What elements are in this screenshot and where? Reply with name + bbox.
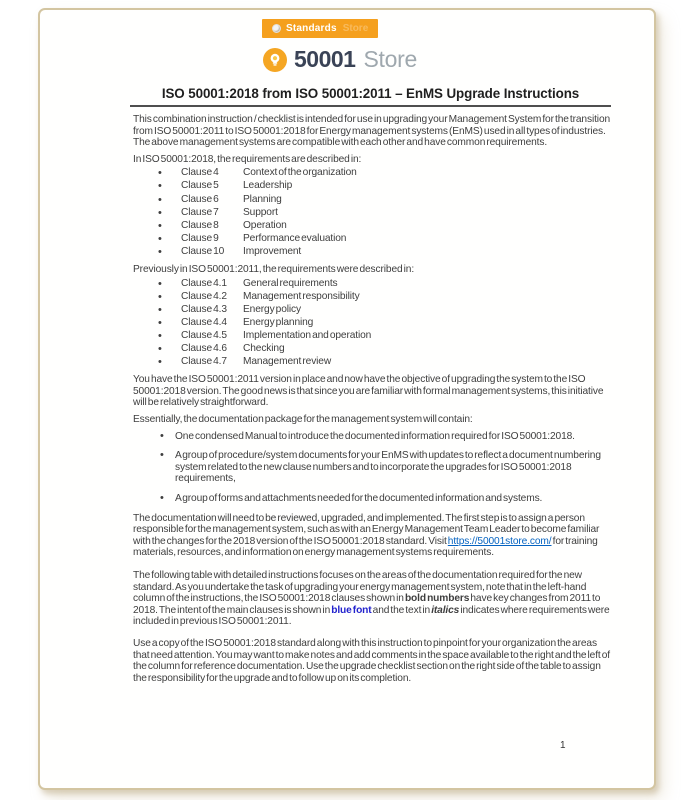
documentation-paragraph (133, 513, 611, 559)
clause-row (133, 220, 611, 233)
clause-row (133, 194, 611, 207)
clause-row (133, 304, 611, 317)
table-text: The following table with detailed instructions focuses on the areas of the documentation required for the new standard. As you undertake the task of upgrading your energy management system, note that in the left-hand column of the instructions, the ISO 50001:2018 clauses shown in (133, 570, 587, 605)
doc-package-item: • A group of forms and attachments needed for the documented information and systems. (133, 493, 611, 505)
clause-title: Context of the organization (243, 167, 357, 179)
clause-label: Clause 10 (181, 245, 225, 257)
clause-title: Planning (243, 193, 282, 205)
clause-title: Management review (243, 356, 332, 368)
clause-title: General requirements (243, 277, 338, 289)
clause-label: Clause 4.7 (181, 356, 227, 368)
clause-row (133, 233, 611, 246)
clause-label: Clause 6 (181, 193, 219, 205)
table-text: indicates where requirements were included in previous ISO 50001:2011. (133, 604, 610, 628)
lead-2011: Previously in ISO 50001:2011, the requirements were described in: (133, 264, 415, 276)
banner-brand-text: Standards (286, 23, 337, 34)
clause-title: Energy planning (243, 316, 314, 328)
clause-title: Implementation and operation (243, 330, 372, 341)
have-version-paragraph: You have the ISO 50001:2011 version in place and now have the objective of upgrading the system to the ISO 50001:2018 version. The good news is that since you are familiar with formal management systems, this initiative will be relatively straightforward. (133, 374, 604, 409)
clause-row (133, 207, 611, 220)
bullet-icon (158, 233, 181, 246)
document-page (38, 8, 656, 790)
essentially-paragraph: Essentially, the documentation package for the management system will contain: (133, 414, 473, 426)
clause-label: Clause 4.4 (181, 316, 227, 328)
clause-title: Energy policy (243, 303, 301, 315)
use-copy-paragraph: Use a copy of the ISO 50001:2018 standard along with this instruction to pinpoint for your organization the areas that need attention. You may want to make notes and add comments in the space available to the right and the left of the column for reference documentation. Use the upgrade checklist section on the right side of the table to assign the responsibility for the upgrade and to follow up on its completion. (133, 637, 611, 684)
bullet-icon (158, 304, 181, 317)
intro-paragraph: This combination instruction / checklist is intended for use in upgrading your Management System for the transition from ISO 50001:2011 to ISO 50001:2018 for Energy management systems (EnMS) used in all types of industries. The above management systems are compatible with each other and have common requirements. (133, 114, 611, 149)
table-text: and the text in (371, 604, 432, 616)
clause-row (133, 246, 611, 259)
clause-label: Clause 4.5 (181, 330, 227, 341)
standards-store-banner (262, 19, 378, 38)
store-logo (263, 46, 654, 73)
documentation-text: The documentation will need to be reviewed, upgraded, and implemented. The first step is to assign a person responsible for the management system, such as with an Energy Management Team Leader to become familiar with the changes for the 2018 version of the ISO 50001:2018 standard. Visit (133, 512, 600, 547)
clause-title: Checking (243, 343, 285, 355)
following-table-paragraph (133, 570, 611, 628)
standards-logo-icon (272, 24, 281, 33)
bullet-icon (158, 291, 181, 304)
clause-row (133, 330, 611, 343)
clause-title: Operation (243, 219, 287, 231)
bullet-icon (158, 330, 181, 343)
doc-package-item: • A group of procedure/system documents for your EnMS with updates to reflect a document numbering system related to the new clause numbers and to incorporate the upgrades for ISO 50001:2018 requirements, (133, 450, 611, 485)
clause-row (133, 343, 611, 356)
bullet-icon (158, 180, 181, 193)
clause-row (133, 278, 611, 291)
clause-label: Clause 4 (181, 167, 219, 179)
clause-list-2011 (133, 278, 611, 370)
clause-row (133, 180, 611, 193)
clause-label: Clause 4.3 (181, 303, 227, 315)
clause-title: Management responsibility (243, 290, 360, 302)
clause-list-2018 (133, 167, 611, 259)
bullet-icon (158, 246, 181, 259)
logo-number: 50001 (294, 46, 356, 72)
bullet-icon (158, 220, 181, 233)
bullet-icon (158, 356, 181, 369)
bullet-icon (158, 278, 181, 291)
clause-row (133, 356, 611, 369)
bullet-icon (158, 194, 181, 207)
italics-text: italics (431, 604, 460, 616)
clause-title: Leadership (243, 180, 293, 192)
banner-brand-suffix: Store (342, 23, 369, 34)
clause-row (133, 291, 611, 304)
lightbulb-icon (263, 48, 287, 72)
clause-title: Performance evaluation (243, 232, 347, 244)
bullet-icon (158, 343, 181, 356)
page-number: 1 (560, 740, 566, 751)
clause-label: Clause 4.2 (181, 290, 227, 302)
clause-label: Clause 4.1 (181, 277, 227, 289)
bullet-icon (158, 167, 181, 180)
clause-label: Clause 4.6 (181, 343, 227, 355)
table-text: have key changes from 2011 to 2018. The intent of the main clauses is shown in (133, 593, 601, 616)
logo-word: Store (363, 46, 417, 72)
clause-row (133, 317, 611, 330)
clause-row (133, 167, 611, 180)
clause-title: Improvement (243, 245, 302, 257)
page-title: ISO 50001:2018 from ISO 50001:2011 – EnMS Upgrade Instructions (130, 86, 611, 107)
document-body (133, 114, 611, 684)
clause-label: Clause 9 (181, 232, 219, 244)
lead-2018: In ISO 50001:2018, the requirements are described in: (133, 153, 362, 165)
blue-font-text: blue font (331, 604, 372, 616)
doc-package-item: • One condensed Manual to introduce the documented information required for ISO 50001:2018. (133, 431, 611, 443)
bullet-icon (158, 317, 181, 330)
bold-numbers-text: bold numbers (404, 593, 470, 605)
documentation-text: for training materials, resources, and information on energy management systems requirements. (133, 535, 598, 559)
clause-label: Clause 7 (181, 206, 219, 218)
clause-label: Clause 5 (181, 180, 219, 192)
clause-label: Clause 8 (181, 219, 219, 231)
bullet-icon (158, 207, 181, 220)
clause-title: Support (243, 206, 278, 218)
store-link[interactable]: https://50001store.com/ (447, 535, 552, 547)
